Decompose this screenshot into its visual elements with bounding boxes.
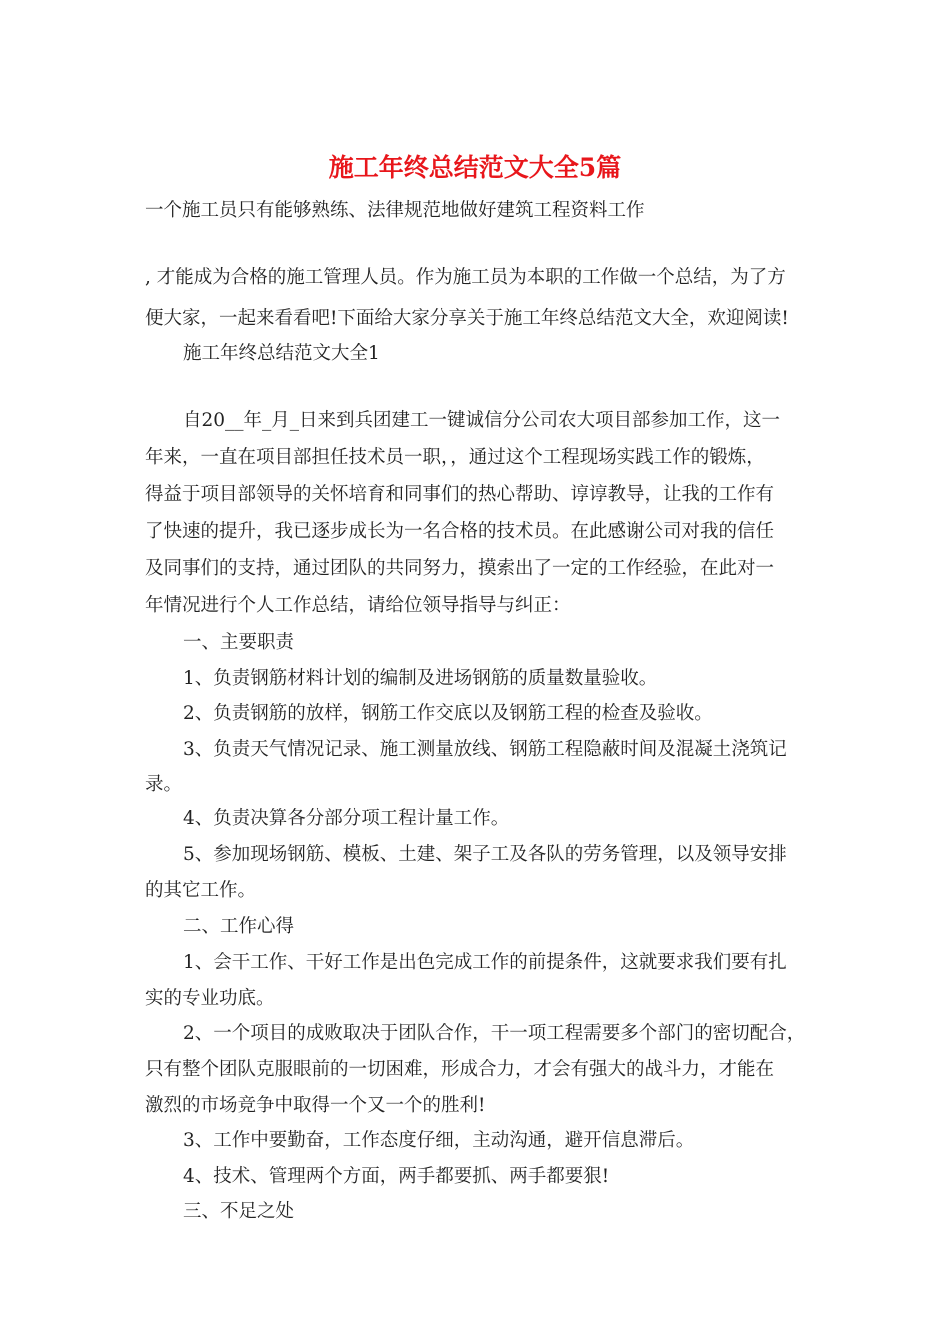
list-item-continued: 的其它工作。 xyxy=(145,880,257,901)
list-item-continued: 实的专业功底。 xyxy=(145,988,275,1009)
document-title: 施工年终总结范文大全5篇 xyxy=(328,153,622,182)
list-item-continued: 只有整个团队克服眼前的一切困难，形成合力，才会有强大的战斗力，才能在 xyxy=(145,1059,775,1080)
list-item: 2、负责钢筋的放样，钢筋工作交底以及钢筋工程的检查及验收。 xyxy=(183,703,713,724)
list-item: 3、工作中要勤奋，工作态度仔细，主动沟通，避开信息滞后。 xyxy=(183,1130,695,1151)
paragraph-line: 了快速的提升，我已逐步成长为一名合格的技术员。在此感谢公司对我的信任 xyxy=(145,521,775,542)
list-item: 4、技术、管理两个方面，两手都要抓、两手都要狠! xyxy=(183,1166,610,1187)
intro-line-3: 便大家，一起来看看吧!下面给大家分享关于施工年终总结范文大全，欢迎阅读! xyxy=(145,308,789,329)
list-item: 1、会干工作、干好工作是出色完成工作的前提条件，这就要求我们要有扎 xyxy=(183,952,787,973)
subheading-main-duties: 一、主要职责 xyxy=(183,632,295,653)
list-item-continued: 录。 xyxy=(145,774,183,795)
section-heading-1: 施工年终总结范文大全1 xyxy=(183,343,380,364)
paragraph-line: 年情况进行个人工作总结，请给位领导指导与纠正： xyxy=(145,595,571,616)
list-item: 4、负责决算各分部分项工程计量工作。 xyxy=(183,808,510,829)
list-item: 2、一个项目的成败取决于团队合作，干一项工程需要多个部门的密切配合， xyxy=(183,1023,806,1044)
list-item: 3、负责天气情况记录、施工测量放线、钢筋工程隐蔽时间及混凝土浇筑记 xyxy=(183,739,787,760)
intro-line-2: , 才能成为合格的施工管理人员。作为施工员为本职的工作做一个总结，为了方 xyxy=(145,267,786,288)
paragraph-line: 年来，一直在项目部担任技术员一职，，通过这个工程现场实践工作的锻炼， xyxy=(145,447,765,468)
paragraph-line: 自20__年_月_日来到兵团建工一键诚信分公司农大项目部参加工作，这一 xyxy=(183,410,781,431)
list-item: 1、负责钢筋材料计划的编制及进场钢筋的质量数量验收。 xyxy=(183,668,658,689)
intro-line-1: 一个施工员只有能够熟练、法律规范地做好建筑工程资料工作 xyxy=(145,200,645,221)
paragraph-line: 得益于项目部领导的关怀培育和同事们的热心帮助、谆谆教导，让我的工作有 xyxy=(145,484,775,505)
subheading-work-experience: 二、工作心得 xyxy=(183,916,295,937)
paragraph-line: 及同事们的支持，通过团队的共同努力，摸索出了一定的工作经验，在此对一 xyxy=(145,558,775,579)
list-item-continued: 激烈的市场竞争中取得一个又一个的胜利! xyxy=(145,1095,486,1116)
list-item: 5、参加现场钢筋、模板、土建、架子工及各队的劳务管理，以及领导安排 xyxy=(183,844,787,865)
subheading-shortcomings: 三、不足之处 xyxy=(183,1201,295,1222)
